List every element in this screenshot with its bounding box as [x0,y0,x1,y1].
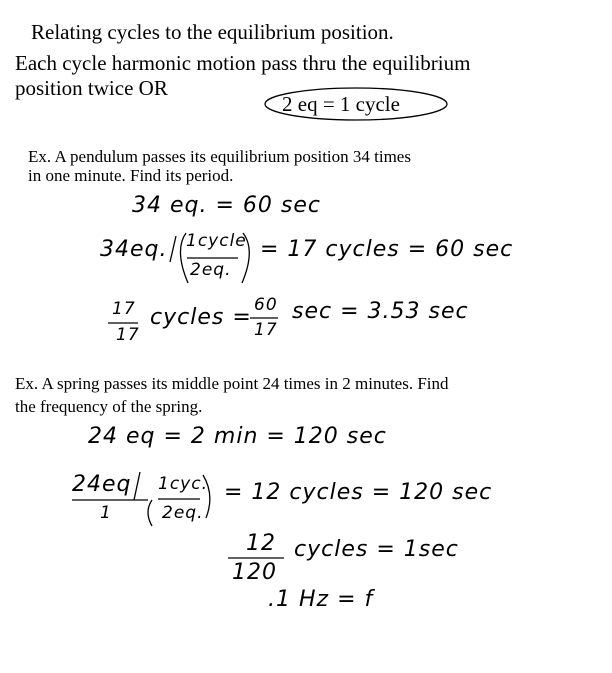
ex2-l2-tail: = 12 cycles = 120 sec [224,480,493,505]
intro-line-2: position twice OR [15,76,168,100]
ex2-slash [134,472,140,500]
example-1-line-1: Ex. A pendulum passes its equilibrium position 34 times [28,147,411,166]
ex2-l3-num: 12 [246,531,276,556]
example-1-line-2: in one minute. Find its period. [28,166,234,185]
ex1-work-tail: = 17 cycles = 60 sec [260,237,514,262]
ex1-l3-num: 17 [112,299,136,319]
ex2-l3-den: 120 [232,560,277,585]
boxed-relation: 2 eq = 1 cycle [282,92,400,116]
ex1-left-paren [180,233,188,283]
ex2-l2-num: 24eq [72,472,132,497]
ex2-l2-den: 1 [100,503,112,523]
ex2-work-line-1: 24 eq = 2 min = 120 sec [88,424,387,449]
example-2-line-2: the frequency of the spring. [15,397,203,416]
ex1-l3-mid: cycles = [150,305,252,330]
ex2-frac-den: 2eq. [162,503,204,523]
highlight-ellipse [265,88,447,120]
ex1-l3-num2: 60 [254,295,278,315]
page-title: Relating cycles to the equilibrium position. [31,20,394,44]
ex1-right-paren [242,233,249,283]
ex1-l3-den: 17 [116,325,140,345]
ex2-l3-tail: cycles = 1sec [294,537,459,562]
ex2-left-paren [148,500,152,526]
ex2-l4: .1 Hz = f [268,587,374,612]
ex1-slash [170,236,176,262]
ex2-right-paren [203,475,210,518]
example-2-line-1: Ex. A spring passes its middle point 24 times in 2 minutes. Find [15,374,449,393]
intro-line-1: Each cycle harmonic motion pass thru the equilibrium [15,51,471,75]
ex1-l3-den2: 17 [254,320,278,340]
ex1-frac-num: 1cycle [186,231,247,251]
ex2-frac-num: 1cyc. [158,474,208,494]
ex1-work-line-1: 34 eq. = 60 sec [132,193,321,218]
ex1-frac-den: 2eq. [190,260,232,280]
ex1-work-lead: 34eq. [100,237,168,262]
ex1-l3-tail: sec = 3.53 sec [292,299,469,324]
